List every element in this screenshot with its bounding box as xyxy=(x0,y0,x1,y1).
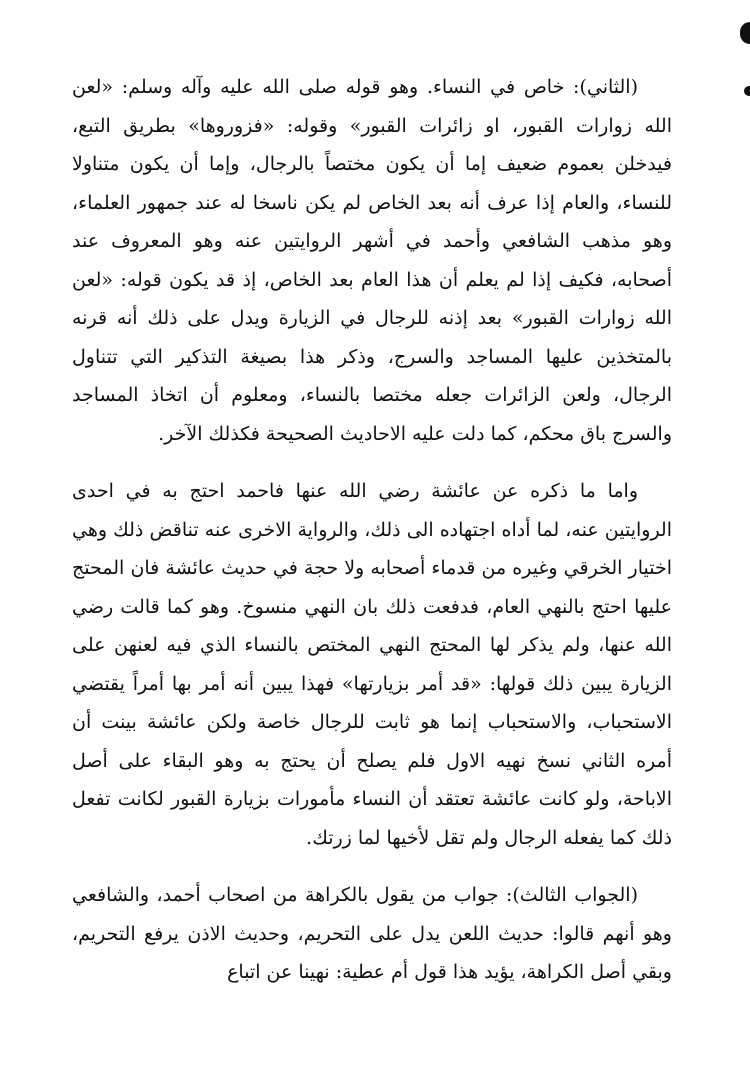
page-edge-mark xyxy=(740,22,750,44)
paragraph-third-answer: (الجواب الثالث): جواب من يقول بالكراهة من اصحاب أحمد، والشافعي وهو أنهم قالوا: حديث اللعن يدل على التحريم، وحديث الاذن يرفع التحريم، وبقي أصل الكراهة، يؤيد هذا قول أم عطية: نهينا عن اتباع xyxy=(72,884,672,983)
document-body xyxy=(72,68,672,992)
paragraph-second-point: (الثاني): خاص في النساء. وهو قوله صلى الله عليه وآله وسلم: «لعن الله زوارات القبور، او زائرات القبور» وقوله: «فزوروها» بطريق التبع، فيدخلن بعموم ضعيف إما أن يكون مختصاً بالرجال، وإما أن يكون متناولا للنساء، والعام إذا عرف أنه بعد الخاص لم يكن ناسخا له عند جمهور العلماء، وهو مذهب الشافعي وأحمد في أشهر الروايتين عنه وهو المعروف عند أصحابه، فكيف إذا لم يعلم أن هذا العام بعد الخاص، إذ قد يكون قوله: «لعن الله زوارات القبور» بعد إذنه للرجال في الزيارة ويدل على ذلك أنه قرنه بالمتخذين عليها المساجد والسرج، وذكر هذا بصيغة التذكير التي تتناول الرجال، ولعن الزائرات جعله مختصا بالنساء، ومعلوم أن اتخاذ المساجد والسرج باق محكم، كما دلت عليه الاحاديث الصحيحة فكذلك الآخر. xyxy=(72,76,673,445)
paragraph-aisha-report: واما ما ذكره عن عائشة رضي الله عنها فاحمد احتج به في احدى الروايتين عنه، لما أداه اجتهاده الى ذلك، والرواية الاخرى عنه تناقض ذلك وهي اختيار الخرقي وغيره من قدماء أصحابه ولا حجة في حديث عائشة فان المحتج عليها احتج بالنهي العام، فدفعت ذلك بان النهي منسوخ. وهو كما قالت رضي الله عنها، ولم يذكر لها المحتج النهي المختص بالنساء الذي فيه لعنهن على الزيارة يبين ذلك قولها: «قد أمر بزيارتها» فهذا يبين أنه أمر بها أمراً يقتضي الاستحباب، والاستحباب إنما هو ثابت للرجال خاصة ولكن عائشة بينت أن أمره الثاني نسخ نهيه الاول فلم يصلح أن يحتج به وهو البقاء على أصل الاباحة، ولو كانت عائشة تعتقد أن النساء مأمورات بزيارة القبور لكانت تفعل ذلك كما يفعله الرجال ولم تقل لأخيها لما زرتك. xyxy=(72,480,672,849)
page-edge-dot xyxy=(744,86,750,96)
